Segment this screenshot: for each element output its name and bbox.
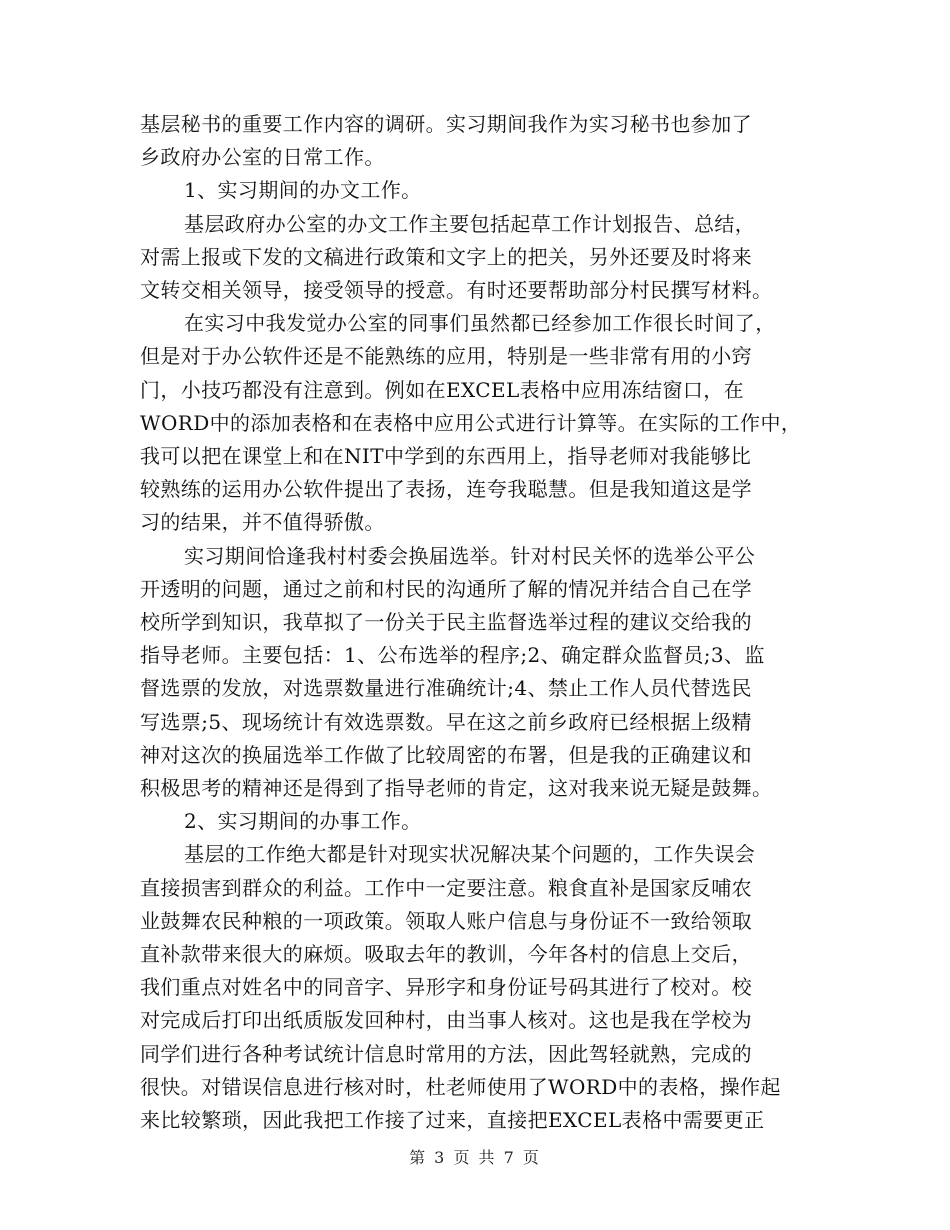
text-line: 基层的工作绝大都是针对现实状况解决某个问题的，工作失误会: [184, 842, 756, 867]
text-line: 积极思考的精神还是得到了指导老师的肯定，这对我来说无疑是鼓舞。: [140, 776, 773, 801]
text-line: 在实习中我发觉办公室的同事们虽然都已经参加工作很长时间了，: [184, 311, 776, 336]
text-line: WORD中的添加表格和在表格中应用公式进行计算等。在实际的工作中，: [140, 410, 802, 435]
text-line: 我可以把在课堂上和在NIT中学到的东西用上，指导老师对我能够比: [140, 444, 752, 469]
text-line: 对完成后打印出纸质版发回种村，由当事人核对。这也是我在学校为: [140, 1008, 752, 1033]
text-line: 同学们进行各种考试统计信息时常用的方法，因此驾轻就熟，完成的: [140, 1041, 752, 1066]
text-line: 门，小技巧都没有注意到。例如在EXCEL表格中应用冻结窗口，在: [140, 377, 745, 402]
text-line: 基层秘书的重要工作内容的调研。实习期间我作为实习秘书也参加了: [140, 112, 752, 136]
page-number-footer: 第 3 页 共 7 页: [409, 1148, 541, 1167]
text-line: 我们重点对姓名中的同音字、异形字和身份证号码其进行了校对。校: [140, 975, 752, 1000]
text-line: 业鼓舞农民种粮的一项政策。领取人账户信息与身份证不一致给领取: [140, 908, 752, 933]
text-line: 来比较繁琐，因此我把工作接了过来，直接把EXCEL表格中需要更正: [140, 1108, 765, 1133]
text-line: 实习期间恰逢我村村委会换届选举。针对村民关怀的选举公平公: [184, 543, 756, 568]
text-line: 督选票的发放，对选票数量进行准确统计;4、禁止工作人员代替选民: [140, 676, 752, 701]
paragraph-block: [140, 108, 810, 1137]
text-line: 习的结果，并不值得骄傲。: [140, 510, 385, 535]
text-line: 2、实习期间的办事工作。: [184, 809, 422, 834]
text-line: 但是对于办公软件还是不能熟练的应用，特别是一些非常有用的小窍: [140, 344, 752, 369]
text-line: 写选票;5、现场统计有效选票数。早在这之前乡政府已经根据上级精: [140, 709, 752, 734]
text-line: 开透明的问题，通过之前和村民的沟通所了解的情况并结合自己在学: [140, 576, 752, 601]
text-line: 很快。对错误信息进行核对时，杜老师使用了WORD中的表格，操作起: [140, 1074, 781, 1099]
text-line: 文转交相关领导，接受领导的授意。有时还要帮助部分村民撰写材料。: [140, 278, 773, 303]
text-line: 1、实习期间的办文工作。: [184, 178, 422, 203]
body-text: [140, 108, 810, 1137]
text-line: 对需上报或下发的文稿进行政策和文字上的把关，另外还要及时将来: [140, 244, 752, 269]
text-line: 直接损害到群众的利益。工作中一定要注意。粮食直补是国家反哺农: [140, 875, 752, 900]
text-line: 神对这次的换届选举工作做了比较周密的布署，但是我的正确建议和: [140, 742, 752, 767]
text-line: 乡政府办公室的日常工作。: [140, 145, 385, 170]
text-line: 直补款带来很大的麻烦。吸取去年的教训，今年各村的信息上交后，: [140, 942, 752, 967]
text-line: 指导老师。主要包括：1、公布选举的程序;2、确定群众监督员;3、监: [140, 643, 765, 668]
text-line: 校所学到知识，我草拟了一份关于民主监督选举过程的建议交给我的: [140, 610, 752, 635]
text-line: 较熟练的运用办公软件提出了表扬，连夸我聪慧。但是我知道这是学: [140, 477, 752, 502]
text-line: 基层政府办公室的办文工作主要包括起草工作计划报告、总结，: [184, 211, 756, 236]
